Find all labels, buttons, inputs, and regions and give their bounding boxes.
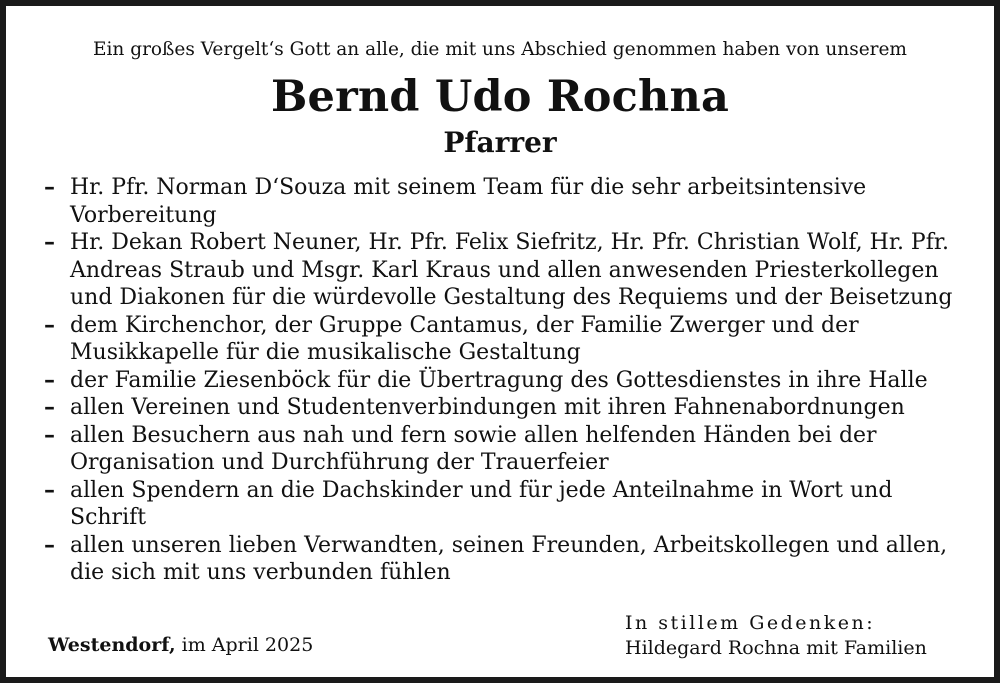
place-name: Westendorf,: [48, 634, 176, 656]
list-item-text: allen Vereinen und Studentenverbindungen mit ihren Fahnenabordnungen: [70, 395, 905, 420]
list-item: [44, 367, 964, 395]
signature-names: Hildegard Rochna mit Familien: [625, 637, 927, 659]
memorial-line: In stillem Gedenken:: [625, 612, 876, 634]
list-item: [44, 174, 964, 229]
list-item-text: allen Besuchern aus nah und fern sowie allen helfenden Händen bei der Organisation und Durchführung der Trauerfeier: [70, 422, 877, 475]
list-item-text: dem Kirchenchor, der Gruppe Cantamus, der Familie Zwerger und der Musikkapelle für die musikalische Gestaltung: [70, 312, 859, 365]
list-item: [44, 229, 964, 312]
list-item-text: Hr. Pfr. Norman D‘Souza mit seinem Team für die sehr arbeitsintensive Vorbereitung: [70, 175, 867, 228]
list-item: [44, 532, 964, 587]
bullet-dash: –: [44, 311, 55, 338]
deceased-name: Bernd Udo Rochna: [270, 72, 730, 122]
thanks-list: [44, 174, 964, 587]
list-item: [44, 394, 964, 422]
bullet-dash: –: [44, 229, 55, 255]
list-item: [44, 477, 964, 532]
bullet-dash: –: [44, 394, 55, 420]
bullet-dash: –: [44, 174, 55, 200]
memorial-signature: [625, 611, 927, 661]
list-item: [44, 312, 964, 367]
list-item-text: Hr. Dekan Robert Neuner, Hr. Pfr. Felix Siefritz, Hr. Pfr. Christian Wolf, Hr. Pfr. Andreas Straub und Msgr. Karl Kraus und allen anwesenden Priesterkollegen und Diakonen für die würdevolle Gestaltung des Requiems und der Beisetzung: [70, 230, 953, 310]
bullet-dash: –: [44, 476, 55, 503]
intro-text: Ein großes Vergelt‘s Gott an alle, die mit uns Abschied genommen haben von unserem: [93, 39, 907, 60]
list-item-text: der Familie Ziesenböck für die Übertragung des Gottesdienstes in ihre Halle: [70, 367, 928, 393]
bullet-dash: –: [44, 366, 55, 393]
list-item: [44, 422, 964, 477]
bullet-dash: –: [44, 531, 55, 558]
list-item-text: allen Spendern an die Dachskinder und für jede Anteilnahme in Wort und Schrift: [70, 477, 893, 530]
list-item-text: allen unseren lieben Verwandten, seinen Freunden, Arbeitskollegen und allen, die sich mit uns verbunden fühlen: [70, 532, 948, 585]
place-date: [48, 634, 313, 656]
deceased-title: Pfarrer: [443, 126, 557, 159]
date-text: im April 2025: [181, 634, 314, 656]
bullet-dash: –: [44, 421, 55, 448]
